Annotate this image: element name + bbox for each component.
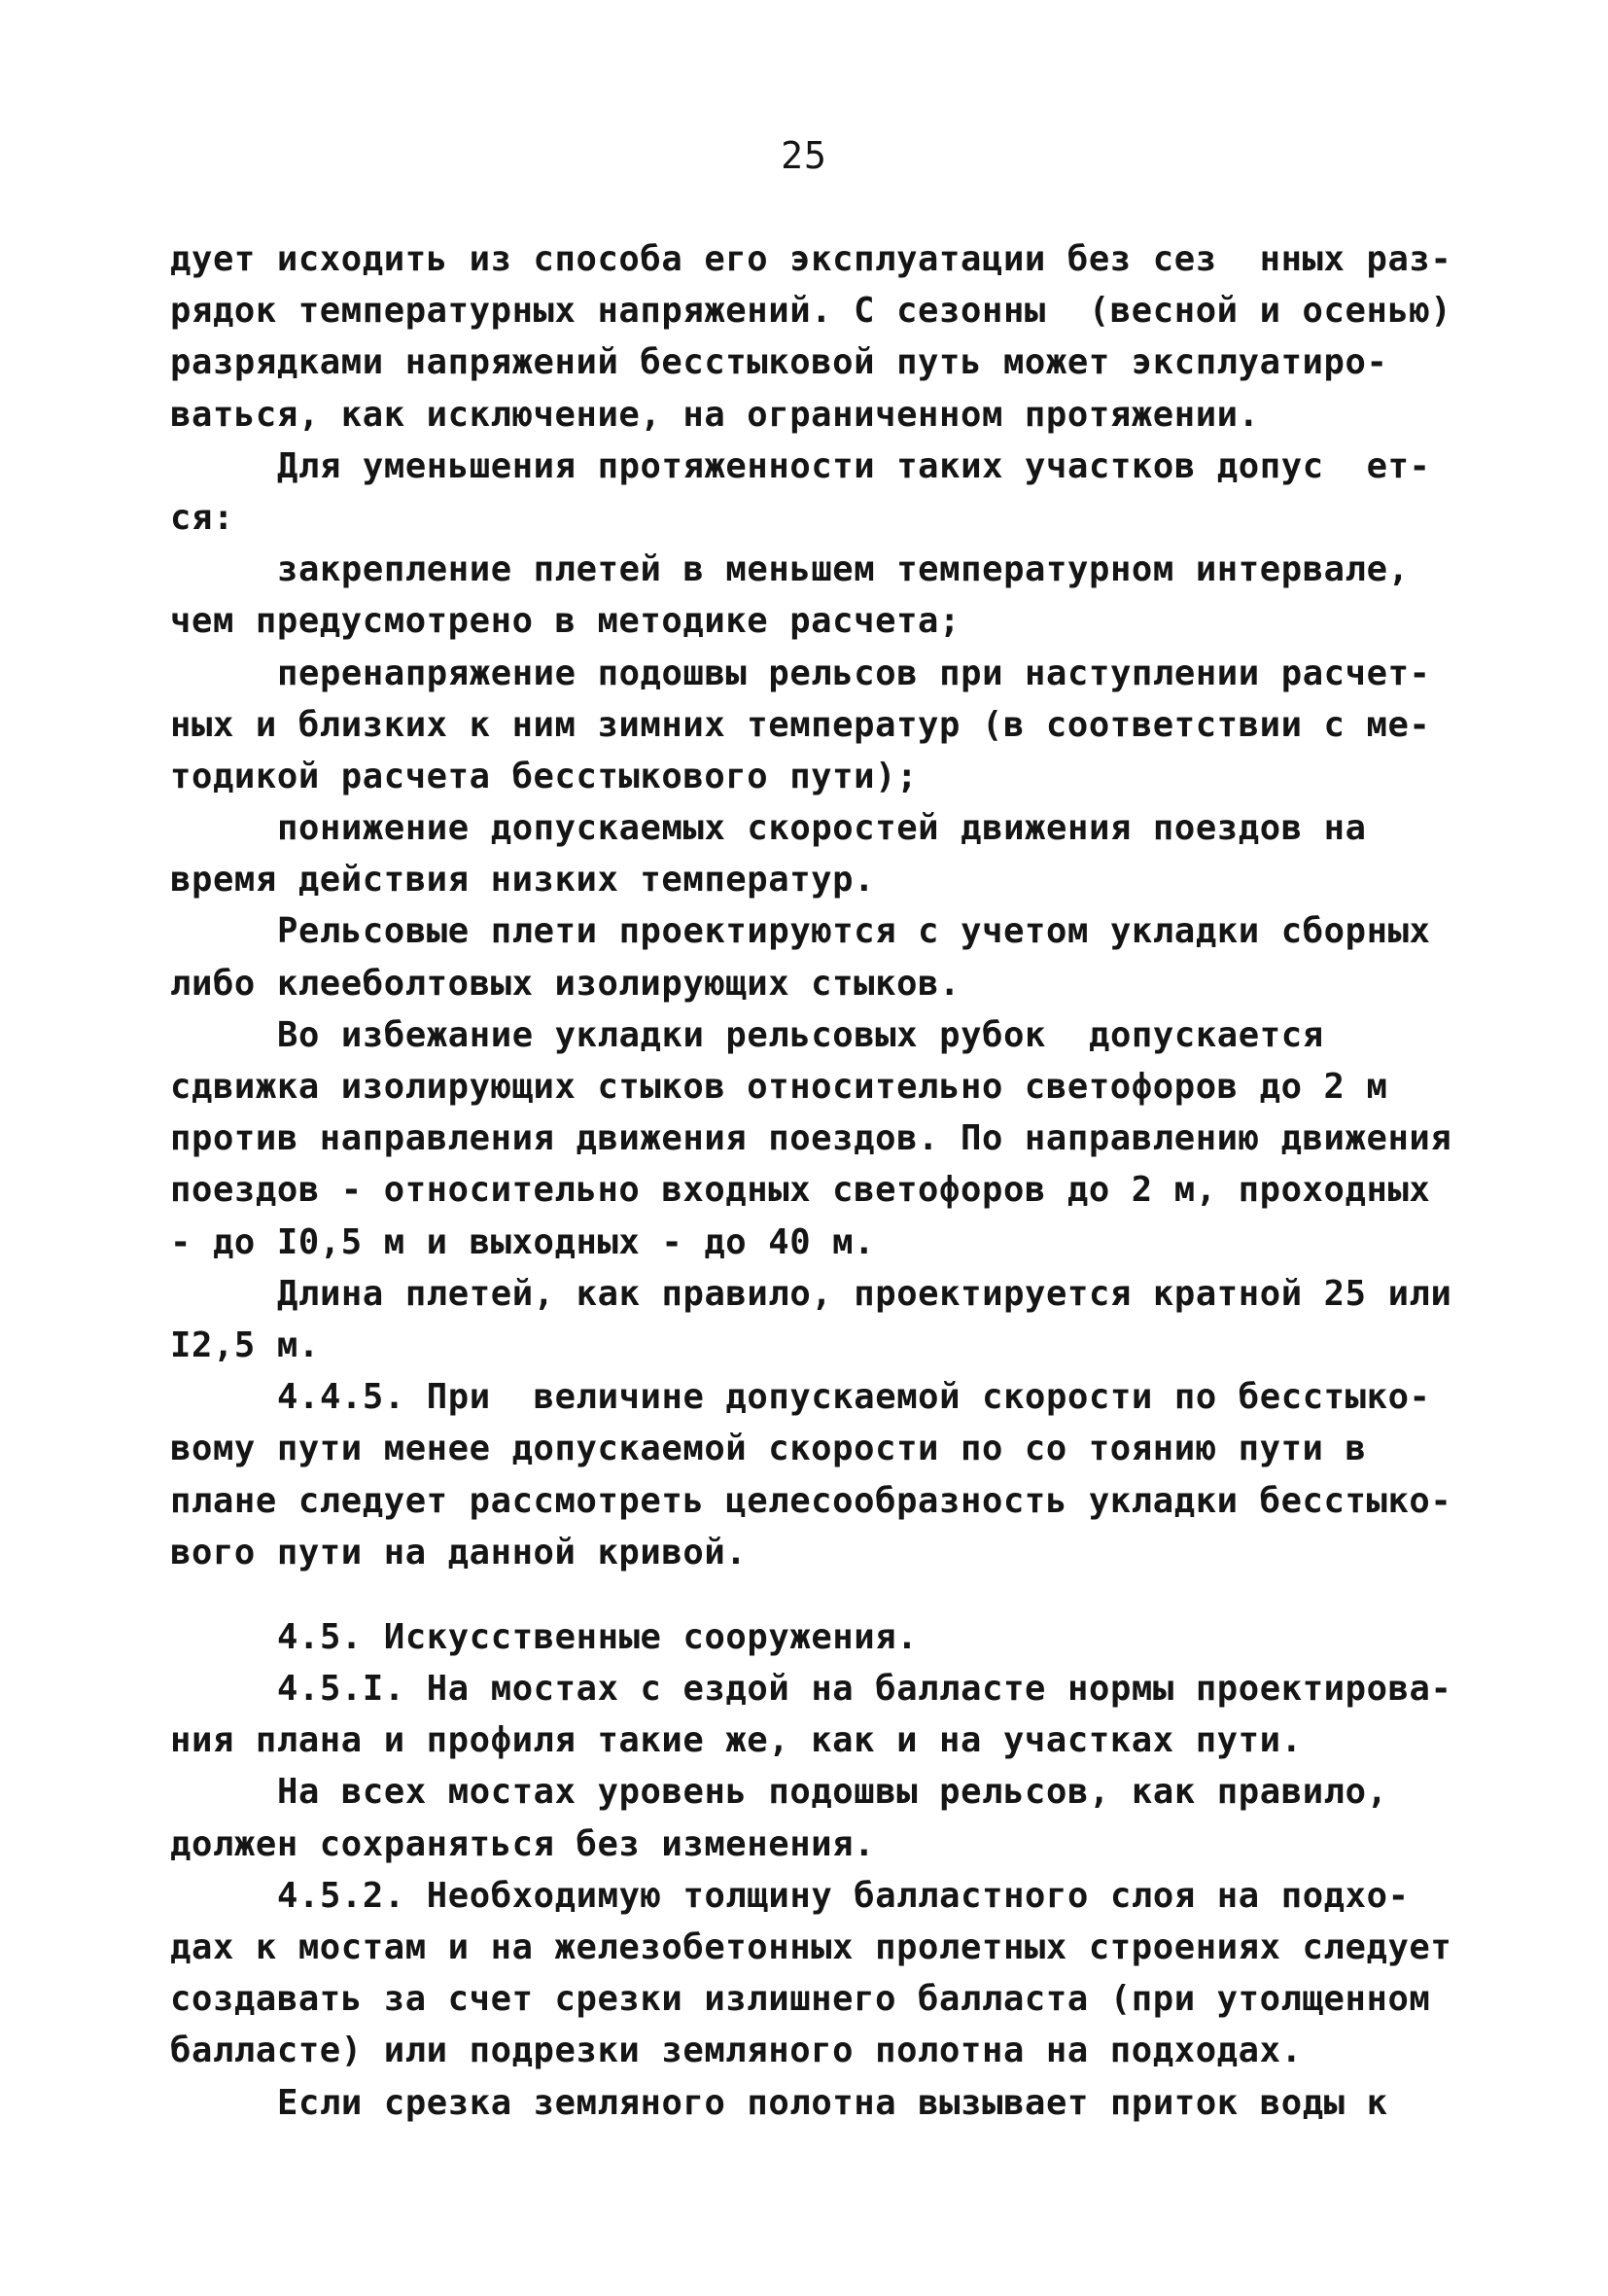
text-line: понижение допускаемых скоростей движения поездов на <box>277 808 1367 849</box>
text-line: создавать за счет срезки излишнего балласта (при утолщенном <box>170 1979 1431 2020</box>
text-line: вого пути на данной кривой. <box>170 1532 748 1572</box>
text-line: рядок температурных напряжений. С сезонны (весной и осенью) <box>170 291 1452 332</box>
text-line: Длина плетей, как правило, проектируется кратной 25 или <box>277 1273 1452 1314</box>
text-line: - до I0,5 м и выходных - до 40 м. <box>170 1221 876 1262</box>
text-line: должен сохраняться без изменения. <box>170 1823 876 1864</box>
text-line: тодикой расчета бесстыкового пути); <box>170 756 919 796</box>
text-line: балласте) или подрезки земляного полотна на подходах. <box>170 2031 1303 2071</box>
text-line: против направления движения поездов. По направлению движения <box>170 1118 1452 1159</box>
text-line: Во избежание укладки рельсовых рубок допускается <box>277 1014 1324 1055</box>
body-text <box>170 233 1473 2129</box>
text-line: ся: <box>170 497 234 538</box>
text-line: 4.5.I. На мостах с ездой на балласте нормы проектирова- <box>277 1669 1452 1710</box>
text-line: 4.5.2. Необходимую толщину балластного слоя на подхо- <box>277 1875 1410 1916</box>
text-line: чем предусмотрено в методике расчета; <box>170 601 961 642</box>
text-line: ния плана и профиля такие же, как и на участках пути. <box>170 1720 1303 1761</box>
text-line: дах к мостам и на железобетонных пролетных строениях следует <box>170 1927 1452 1967</box>
section-heading: 4.5. Искусственные сооружения. <box>277 1616 919 1657</box>
text-line: Рельсовые плети проектируются с учетом укладки сборных <box>277 911 1431 952</box>
text-line: Если срезка земляного полотна вызывает приток воды к <box>277 2082 1388 2123</box>
text-line: либо клееболтовых изолирующих стыков. <box>170 963 961 1004</box>
text-line: ных и близких к ним зимних температур (в соответствии с ме- <box>170 704 1431 745</box>
text-line: плане следует рассмотреть целесообразность укладки бесстыко- <box>170 1480 1452 1521</box>
text-line: вому пути менее допускаемой скорости по со тоянию пути в <box>170 1429 1367 1469</box>
text-line: ваться, как исключение, на ограниченном протяжении. <box>170 394 1260 435</box>
section-gap <box>170 1578 1473 1611</box>
text-line: разрядками напряжений бесстыковой путь может эксплуатиро- <box>170 342 1388 383</box>
text-line: закрепление плетей в меньшем температурном интервале, <box>277 549 1410 590</box>
text-line: I2,5 м. <box>170 1325 320 1365</box>
text-line: 4.4.5. При величине допускаемой скорости по бесстыко- <box>277 1377 1431 1418</box>
text-line: поездов - относительно входных светофоров до 2 м, проходных <box>170 1170 1431 1211</box>
text-line: дует исходить из способа его эксплуатации без сез нных раз- <box>170 239 1452 279</box>
text-line: перенапряжение подошвы рельсов при наступлении расчет- <box>277 653 1431 693</box>
text-line: сдвижка изолирующих стыков относительно светофоров до 2 м <box>170 1067 1388 1107</box>
page-number: 25 <box>781 134 827 177</box>
text-line: На всех мостах уровень подошвы рельсов, как правило, <box>277 1772 1388 1813</box>
text-line: Для уменьшения протяженности таких участков допус ет- <box>277 445 1431 486</box>
text-line: время действия низких температур. <box>170 860 876 901</box>
